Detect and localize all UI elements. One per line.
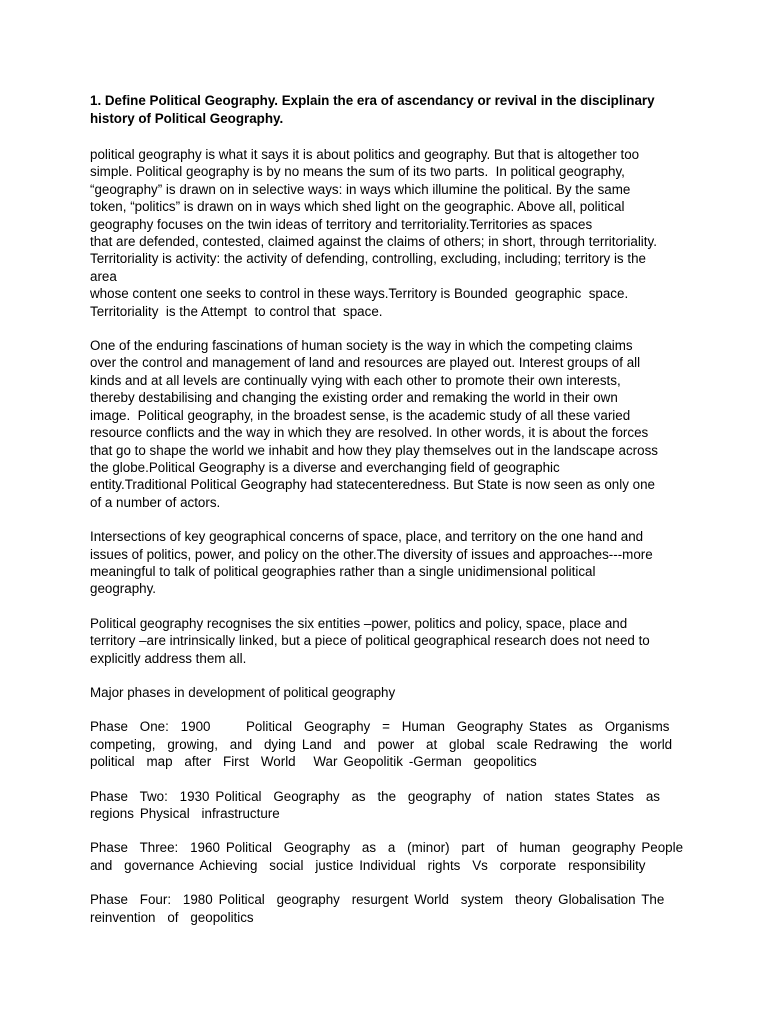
phase-three: [90, 839, 690, 874]
paragraph-fascinations: [90, 337, 690, 511]
heading-line: history of Political Geography.: [90, 111, 284, 126]
text-line: meaningful to talk of political geographies rather than a single unidimensional political: [90, 563, 596, 579]
text-line: Territoriality is activity: the activity of defending, controlling, excluding, including; territory is the: [90, 251, 646, 267]
text-line: Major phases in development of political geography: [90, 684, 396, 700]
text-line: Political geography recognises the six entities –power, politics and policy, space, place and: [90, 615, 628, 631]
text-line: Phase Two: 1930 Political Geography as the geography of nation states States as: [90, 788, 660, 804]
text-line: political geography is what it says it is about politics and geography. But that is altogether too: [90, 147, 640, 162]
text-line: issues of politics, power, and policy on the other.The diversity of issues and approaches---more: [90, 546, 653, 562]
text-line: resource conflicts and the way in which they are resolved. In other words, it is about the forces: [90, 425, 649, 441]
text-line: simple. Political geography is by no means the sum of its two parts. In political geography,: [90, 164, 625, 180]
text-line: One of the enduring fascinations of human society is the way in which the competing claims: [90, 338, 633, 354]
paragraph-definition: [90, 146, 690, 320]
paragraph-intersections: [90, 528, 690, 598]
text-line: entity.Traditional Political Geography had statecenteredness. But State is now seen as only one: [90, 477, 655, 493]
text-line: reinvention of geopolitics: [90, 909, 254, 925]
text-line: that are defended, contested, claimed against the claims of others; in short, through territoriality.: [90, 234, 657, 250]
text-line: “geography” is drawn on in selective ways: in ways which illumine the political. By the same: [90, 181, 631, 197]
paragraph-six-entities: [90, 615, 690, 667]
text-line: competing, growing, and dying Land and power at global scale Redrawing the world: [90, 736, 673, 752]
text-line: explicitly address them all.: [90, 650, 247, 666]
text-line: geography.: [90, 581, 157, 597]
text-line: Phase Four: 1980 Political geography resurgent World system theory Globalisation The: [90, 892, 665, 908]
phase-four: [90, 891, 690, 926]
text-line: over the control and management of land and resources are played out. Interest groups of all: [90, 355, 641, 371]
text-line: of a number of actors.: [90, 494, 221, 510]
text-line: political map after First World War Geopolitik -German geopolitics: [90, 754, 537, 770]
text-line: thereby destabilising and changing the existing order and remaking the world in their own: [90, 390, 618, 406]
heading-line: 1. Define Political Geography. Explain the era of ascendancy or revival in the disciplinary: [90, 93, 655, 108]
text-line: territory –are intrinsically linked, but a piece of political geographical research does not need to: [90, 633, 650, 649]
question-heading: [90, 92, 690, 128]
phase-two: [90, 788, 690, 823]
text-line: Phase Three: 1960 Political Geography as a (minor) part of human geography People: [90, 840, 684, 856]
text-line: Phase One: 1900 Political Geography = Human Geography States as Organisms: [90, 719, 670, 735]
text-line: token, “politics” is drawn on in ways which shed light on the geographic. Above all, political: [90, 199, 625, 215]
text-line: geography focuses on the twin ideas of territory and territoriality.Territories as spaces: [90, 216, 593, 232]
text-line: whose content one seeks to control in these ways.Territory is Bounded geographic space.: [90, 286, 629, 302]
phase-one: [90, 718, 690, 770]
text-line: kinds and at all levels are continually vying with each other to promote their own interests,: [90, 372, 621, 388]
text-line: regions Physical infrastructure: [90, 806, 280, 821]
text-line: image. Political geography, in the broadest sense, is the academic study of all these varied: [90, 407, 631, 423]
text-line: that go to shape the world we inhabit and how they play themselves out in the landscape across: [90, 442, 658, 458]
paragraph-major-phases: [90, 684, 690, 701]
text-line: Intersections of key geographical concerns of space, place, and territory on the one hand and: [90, 529, 644, 545]
text-line: area: [90, 268, 117, 284]
text-line: the globe.Political Geography is a diverse and everchanging field of geographic: [90, 459, 560, 475]
text-line: and governance Achieving social justice Individual rights Vs corporate responsibility: [90, 857, 646, 873]
text-line: Territoriality is the Attempt to control that space.: [90, 303, 383, 319]
document-page: [90, 92, 690, 943]
